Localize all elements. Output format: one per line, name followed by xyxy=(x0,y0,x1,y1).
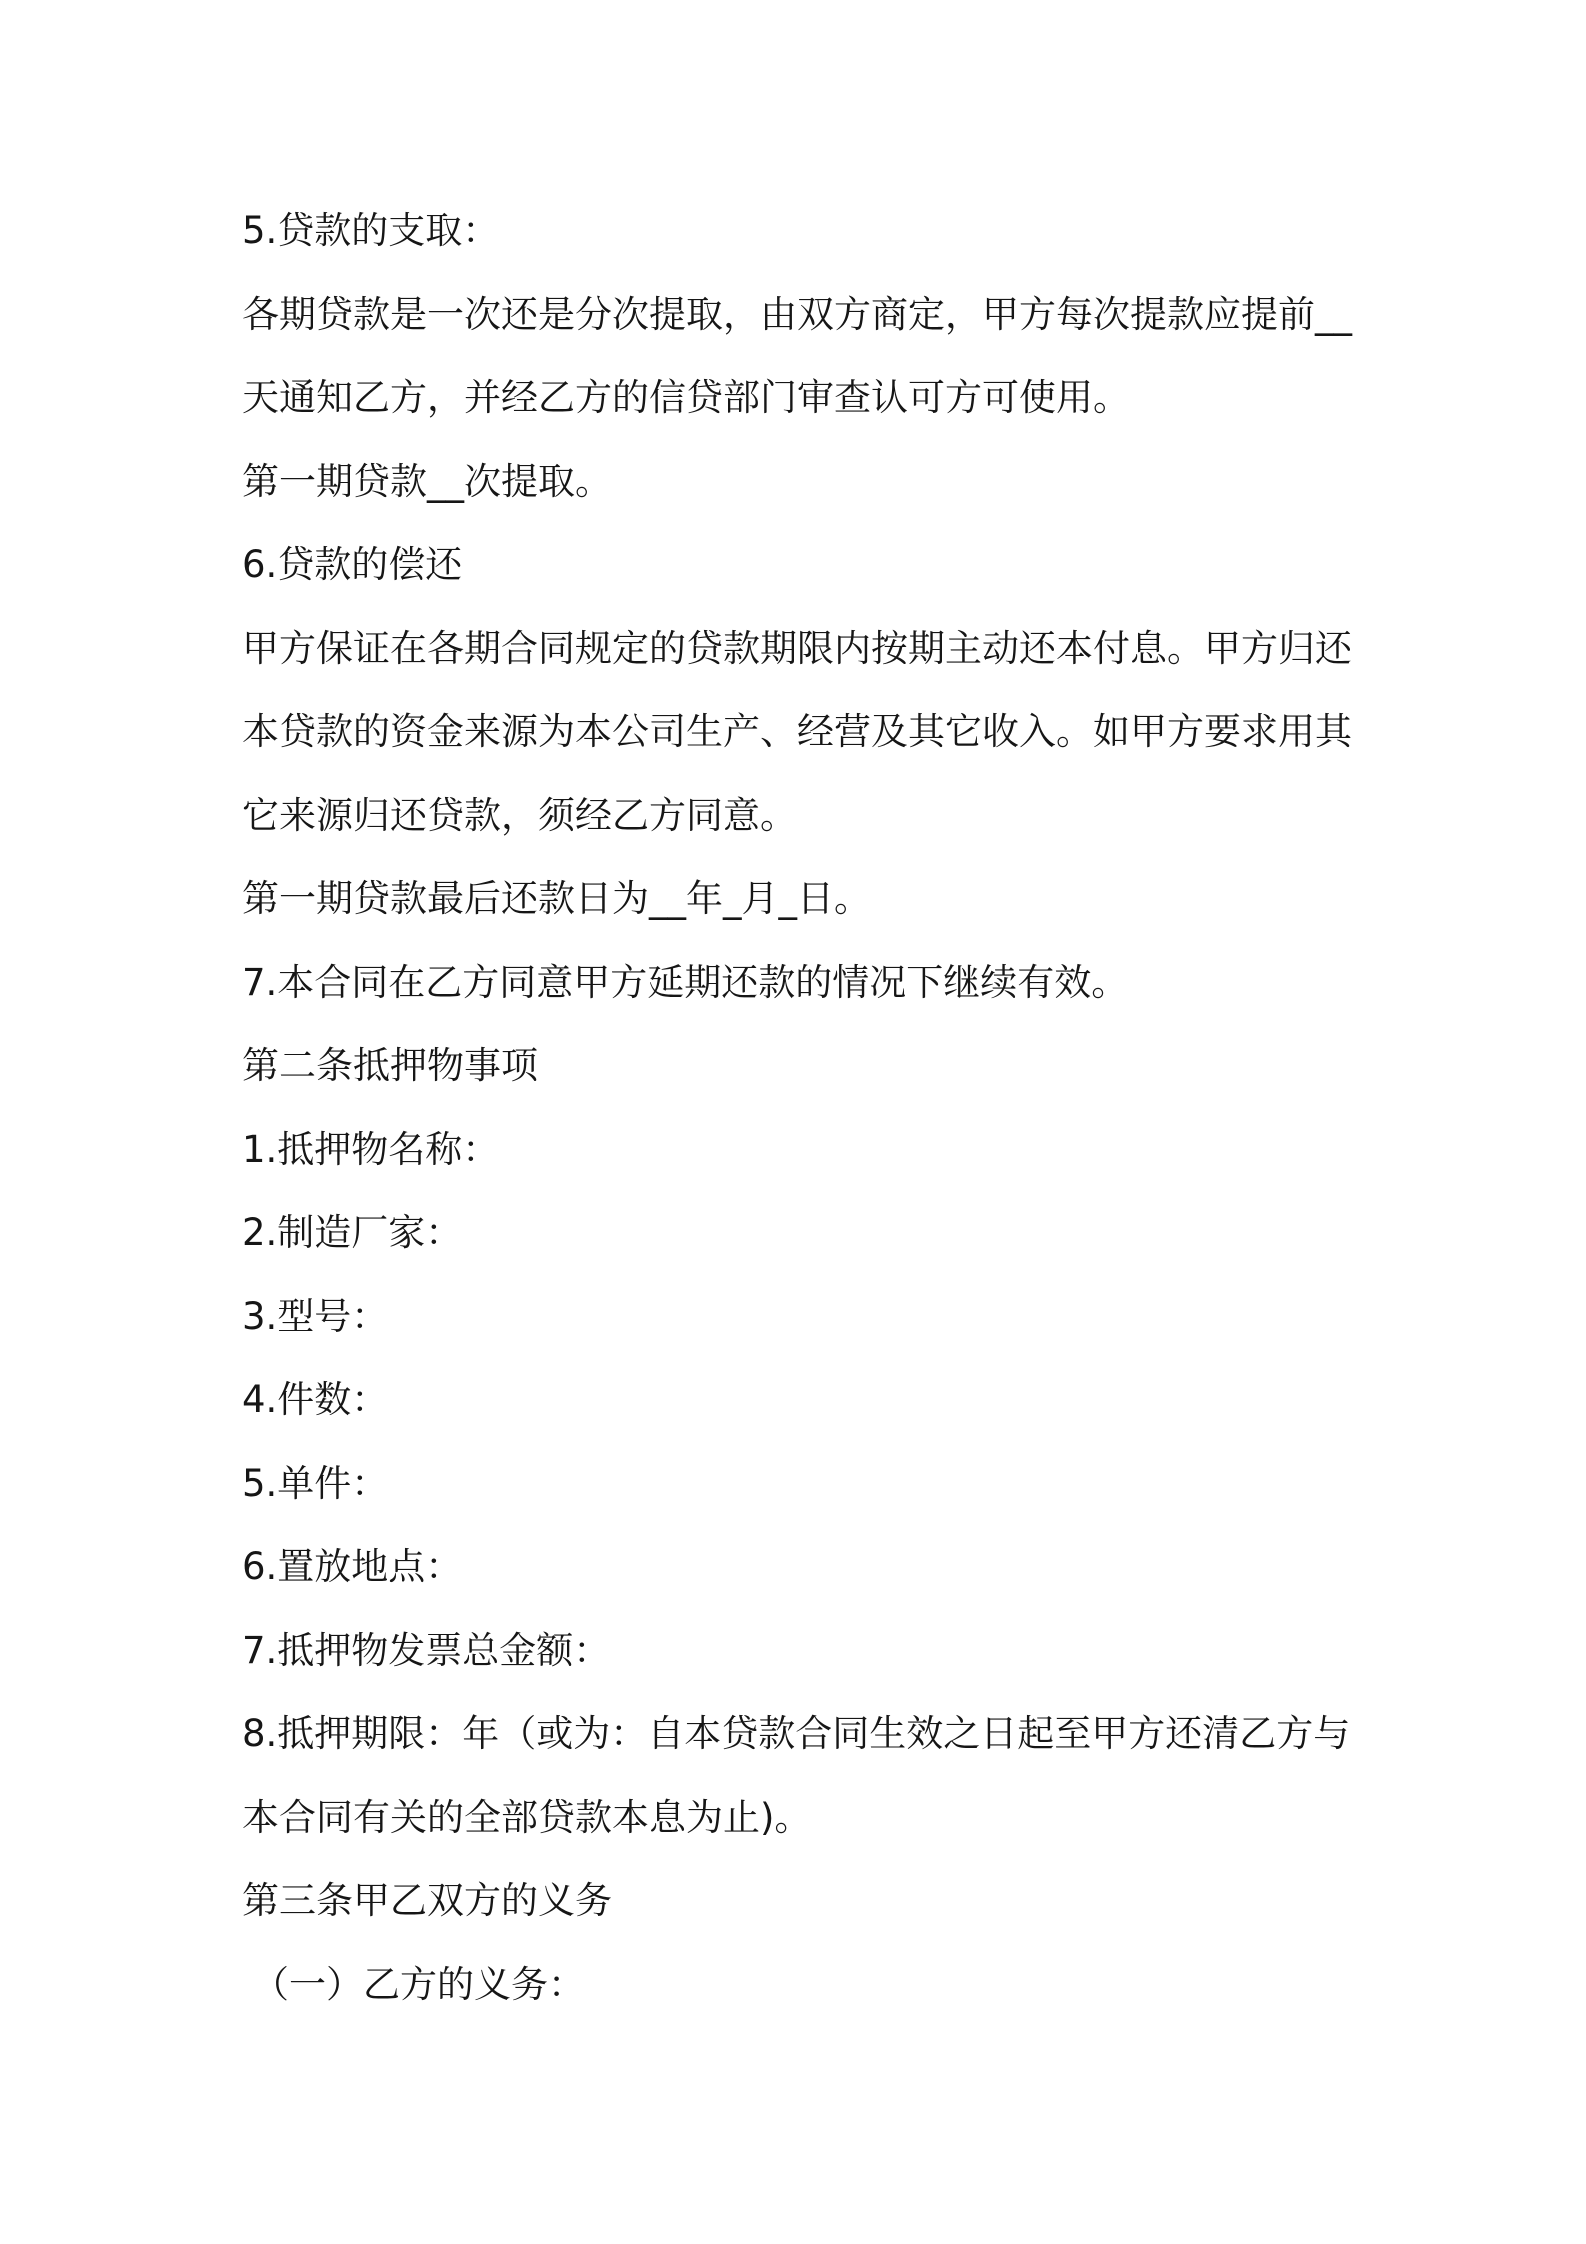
paragraph-line: 天通知乙方，并经乙方的信贷部门审查认可方可使用。 xyxy=(242,376,1130,419)
paragraph-line: 甲方保证在各期合同规定的贷款期限内按期主动还本付息。甲方归还 xyxy=(242,626,1352,670)
collateral-item: 4.件数： xyxy=(242,1378,389,1421)
clause-5-heading: 5.贷款的支取： xyxy=(242,209,500,252)
collateral-item: 2.制造厂家： xyxy=(242,1211,463,1254)
paragraph-line: 本贷款的资金来源为本公司生产、经营及其它收入。如甲方要求用其 xyxy=(242,710,1352,753)
paragraph-line: 它来源归还贷款，须经乙方同意。 xyxy=(242,793,797,837)
document-body xyxy=(242,200,1382,2037)
collateral-item: 8.抵押期限：年（或为：自本贷款合同生效之日起至甲方还清乙方与 xyxy=(242,1712,1351,1755)
paragraph-line: 第一期贷款__次提取。 xyxy=(242,459,612,503)
collateral-item: 5.单件： xyxy=(242,1461,389,1505)
paragraph-line: 本合同有关的全部贷款本息为止)。 xyxy=(242,1795,812,1839)
section-2-heading: 第二条抵押物事项 xyxy=(242,1044,538,1087)
clause-7-line: 7.本合同在乙方同意甲方延期还款的情况下继续有效。 xyxy=(242,960,1129,1004)
collateral-item: 7.抵押物发票总金额： xyxy=(242,1628,611,1672)
paragraph-line: 第一期贷款最后还款日为__年_月_日。 xyxy=(242,877,871,920)
collateral-item: 1.抵押物名称： xyxy=(242,1127,500,1171)
clause-6-heading: 6.贷款的偿还 xyxy=(242,543,463,586)
collateral-item: 3.型号： xyxy=(242,1294,389,1338)
collateral-item: 6.置放地点： xyxy=(242,1545,463,1588)
subsection-heading: （一）乙方的义务： xyxy=(252,1962,585,2006)
paragraph-line: 各期贷款是一次还是分次提取，由双方商定，甲方每次提款应提前__ xyxy=(242,292,1352,336)
section-3-heading: 第三条甲乙双方的义务 xyxy=(242,1879,612,1922)
